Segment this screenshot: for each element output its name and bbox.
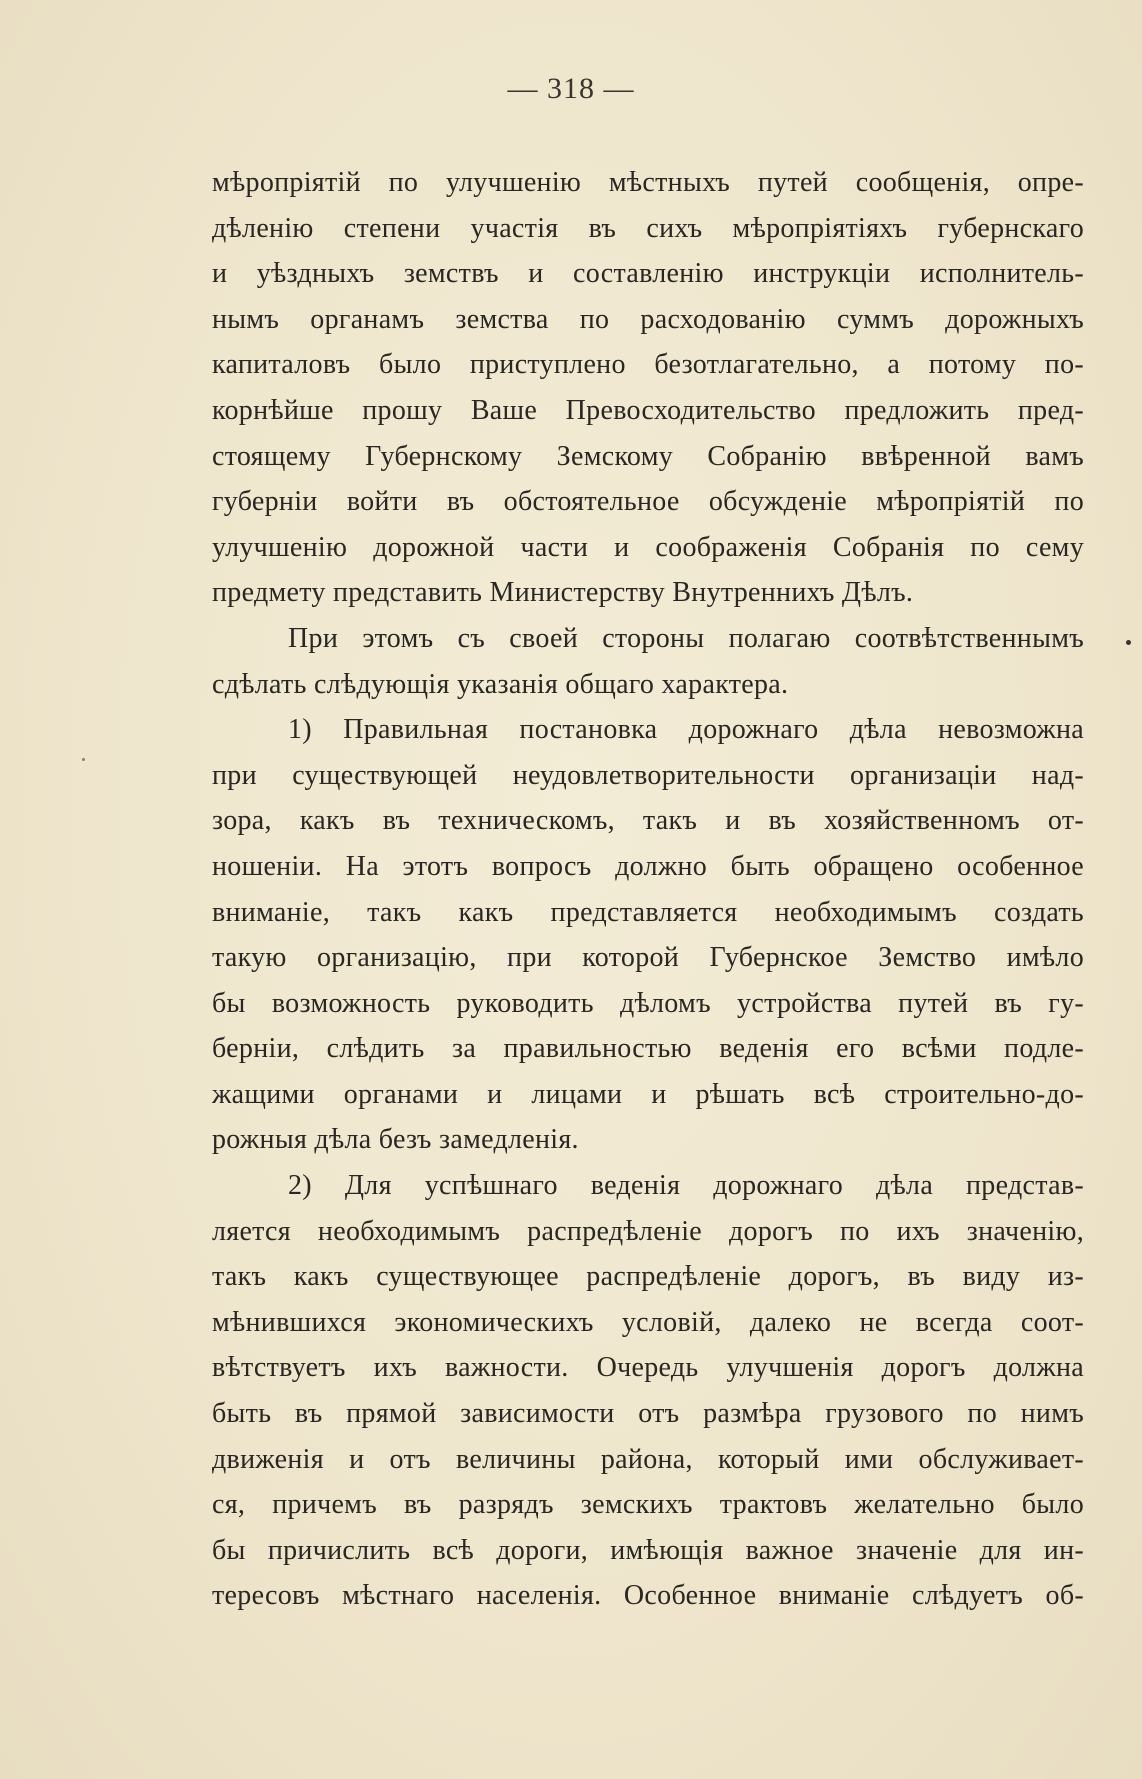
text-line: ношеніи. На этотъ вопросъ должно быть обращено особенное (212, 850, 1084, 882)
text-line: 2) Для успѣшнаго веденія дорожнаго дѣла представ- (288, 1170, 1084, 1202)
text-line: зора, какъ въ техническомъ, такъ и въ хозяйственномъ от- (212, 805, 1084, 837)
text-line: движенія и отъ величины района, который ими обслуживает- (212, 1443, 1084, 1475)
text-line: вниманіе, такъ какъ представляется необходимымъ создать (212, 896, 1084, 928)
text-line: быть въ прямой зависимости отъ размѣра грузового по нимъ (212, 1398, 1084, 1430)
text-line: 1) Правильная постановка дорожнаго дѣла невозможна (288, 714, 1084, 746)
text-line: рожныя дѣла безъ замедленія. (212, 1124, 579, 1156)
text-line: берніи, слѣдить за правильностью веденія его всѣми подле- (212, 1033, 1084, 1065)
text-line: дѣленію степени участія въ сихъ мѣропріятіяхъ губернскаго (212, 212, 1084, 244)
text-line: мѣропріятій по улучшенію мѣстныхъ путей сообщенія, опре- (212, 167, 1084, 198)
text-line: и уѣздныхъ земствъ и составленію инструкціи исполнитель- (212, 258, 1084, 290)
text-line: бы возможность руководить дѣломъ устройства путей въ гу- (212, 987, 1084, 1019)
ink-speck (82, 758, 85, 761)
text-line: ся, причемъ въ разрядъ земскихъ трактовъ желательно было (212, 1489, 1084, 1521)
ink-speck (1126, 640, 1131, 645)
text-line: вѣтствуетъ ихъ важности. Очередь улучшенія дорогъ должна (212, 1352, 1084, 1384)
text-line: ляется необходимымъ распредѣленіе дорогъ по ихъ значенію, (212, 1215, 1084, 1247)
text-line: улучшенію дорожной части и соображенія Собранія по сему (212, 531, 1084, 563)
text-line: мѣнившихся экономическихъ условій, далеко не всегда соот- (212, 1306, 1084, 1338)
text-line: такъ какъ существующее распредѣленіе дорогъ, въ виду из- (212, 1261, 1084, 1293)
text-line: жащими органами и лицами и рѣшать всѣ строительно-до- (212, 1078, 1084, 1110)
text-line: тересовъ мѣстнаго населенія. Особенное вниманіе слѣдуетъ об- (212, 1580, 1084, 1612)
text-line: нымъ органамъ земства по расходованію суммъ дорожныхъ (212, 303, 1084, 335)
text-line: сдѣлать слѣдующія указанія общаго характера. (212, 668, 789, 700)
text-line: При этомъ съ своей стороны полагаю соотвѣтственнымъ (288, 622, 1084, 654)
text-line: губерніи войти въ обстоятельное обсужденіе мѣропріятій по (212, 486, 1084, 518)
body-text (212, 160, 1084, 1619)
text-line: бы причислить всѣ дороги, имѣющія важное значеніе для ин- (212, 1534, 1084, 1566)
text-line: корнѣйше прошу Ваше Превосходительство предложить пред- (212, 394, 1084, 426)
text-line: при существующей неудовлетворительности организаціи над- (212, 759, 1084, 791)
page-number: — 318 — (507, 72, 635, 105)
text-line: стоящему Губернскому Земскому Собранію ввѣренной вамъ (212, 440, 1084, 472)
text-line: предмету представить Министерству Внутреннихъ Дѣлъ. (212, 577, 914, 609)
text-line: такую организацію, при которой Губернское Земство имѣло (212, 942, 1084, 974)
text-line: капиталовъ было приступлено безотлагательно, а потому по- (212, 349, 1084, 381)
